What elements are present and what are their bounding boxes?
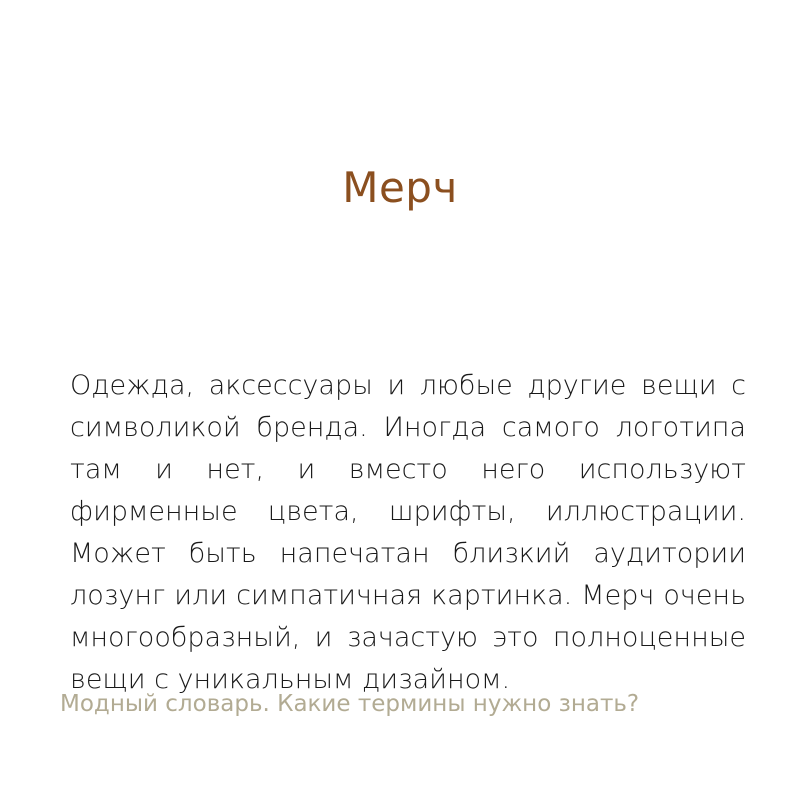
term-title: Мерч bbox=[342, 163, 458, 213]
term-definition: Одежда, аксессуары и любые другие вещи с символикой бренда. Иногда самого логотипа там и нет, и вместо него используют фирменные цвета, шрифты, иллюстрации. Может быть напечатан близкий аудитории лозунг или симпатичная картинка. Мерч очень многообразный, и зачастую это полноценные вещи с уникальным дизайном. bbox=[70, 370, 746, 695]
series-caption: Модный словарь. Какие термины нужно знать? bbox=[60, 691, 640, 717]
